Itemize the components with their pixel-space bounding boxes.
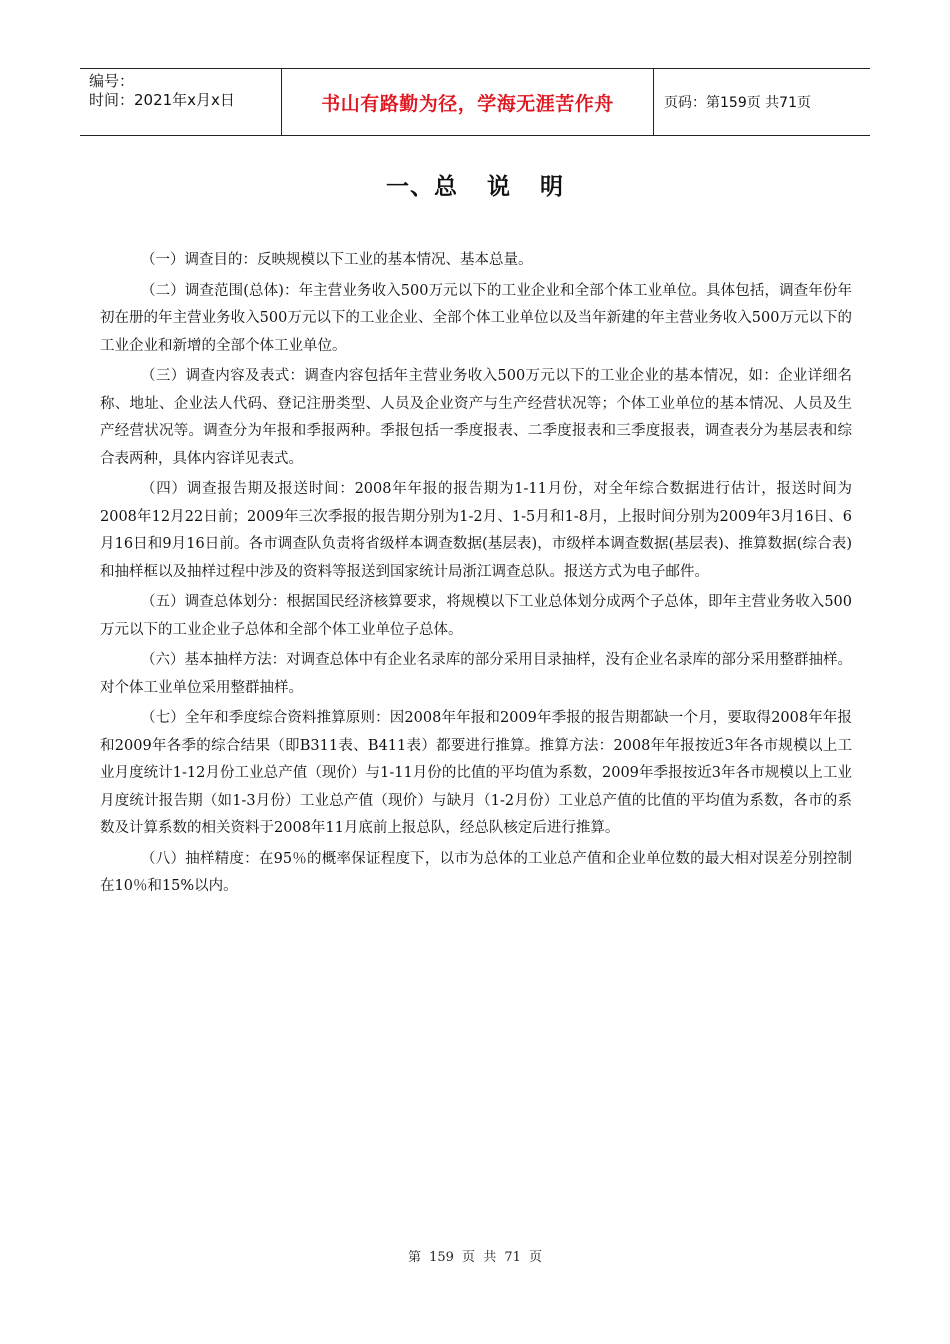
paragraph-purpose: （一）调查目的：反映规模以下工业的基本情况、基本总量。 xyxy=(141,252,533,268)
document-body xyxy=(100,247,852,904)
footer-page-number: 第 159 页 共 71 页 xyxy=(407,1250,543,1265)
paragraph-population: （五）调查总体划分：根据国民经济核算要求，将规模以下工业总体划分成两个子总体，即年主营业务收入500万元以下的工业企业子总体和全部个体工业单位子总体。 xyxy=(100,594,852,638)
paragraph-precision: （八）抽样精度：在95％的概率保证程度下，以市为总体的工业总产值和企业单位数的最大相对误差分别控制在10％和15%以内。 xyxy=(100,850,852,894)
paragraph-estimation: （七）全年和季度综合资料推算原则：因2008年年报和2009年季报的报告期都缺一个月，要取得2008年年报和2009年各季的综合结果（即B311表、B411表）都要进行推算。推算方法：2008年年报按近3年各市规模以上工业月度统计1-12月份工业总产值（现价）与1-11月份的比值的平均值为系数，2009年季报按近3年各市规模以上工业月度统计报告期（如1-3月份）工业总产值（现价）与缺月（1-2月份）工业总产值的比值的平均值为系数，各市的系数及计算系数的相关资料于2008年11月底前上报总队，经总队核定后进行推算。 xyxy=(100,710,852,836)
header-motto: 书山有路勤为径，学海无涯苦作舟 xyxy=(282,69,654,135)
page-footer xyxy=(0,1246,950,1265)
paragraph-reporting: （四）调查报告期及报送时间：2008年年报的报告期为1-11月份，对全年综合数据进行估计，报送时间为2008年12月22日前；2009年三次季报的报告期分别为1-2月、1-5月和1-8月，上报时间分别为2009年3月16日、6月16日和9月16日前。各市调查队负责将省级样本调查数据(基层表)，市级样本调查数据(基层表)、推算数据(综合表)和抽样框以及抽样过程中涉及的资料等报送到国家统计局浙江调查总队。报送方式为电子邮件。 xyxy=(100,481,852,580)
document-header xyxy=(80,68,870,136)
page-title: 一、总 说 明 xyxy=(385,174,564,200)
paragraph-sampling: （六）基本抽样方法：对调查总体中有企业名录库的部分采用目录抽样，没有企业名录库的部分采用整群抽样。对个体工业单位采用整群抽样。 xyxy=(100,652,852,696)
header-meta xyxy=(80,69,282,135)
paragraph-content: （三）调查内容及表式：调查内容包括年主营业务收入500万元以下的工业企业的基本情况，如：企业详细名称、地址、企业法人代码、登记注册类型、人员及企业资产与生产经营状况等；个体工业单位的基本情况、人员及生产经营状况等。调查分为年报和季报两种。季报包括一季度报表、二季度报表和三季度报表，调查表分为基层表和综合表两种，具体内容详见表式。 xyxy=(100,368,852,467)
serial-number-label: 编号： xyxy=(89,72,135,90)
paragraph-scope: （二）调查范围(总体)：年主营业务收入500万元以下的工业企业和全部个体工业单位。具体包括，调查年份年初在册的年主营业务收入500万元以下的工业企业、全部个体工业单位以及当年新建的年主营业务收入500万元以下的工业企业和新增的全部个体工业单位。 xyxy=(100,282,852,354)
date-label: 时间：2021年x月x日 xyxy=(89,91,235,109)
header-page-number: 页码：第159页 共71页 xyxy=(664,95,811,111)
